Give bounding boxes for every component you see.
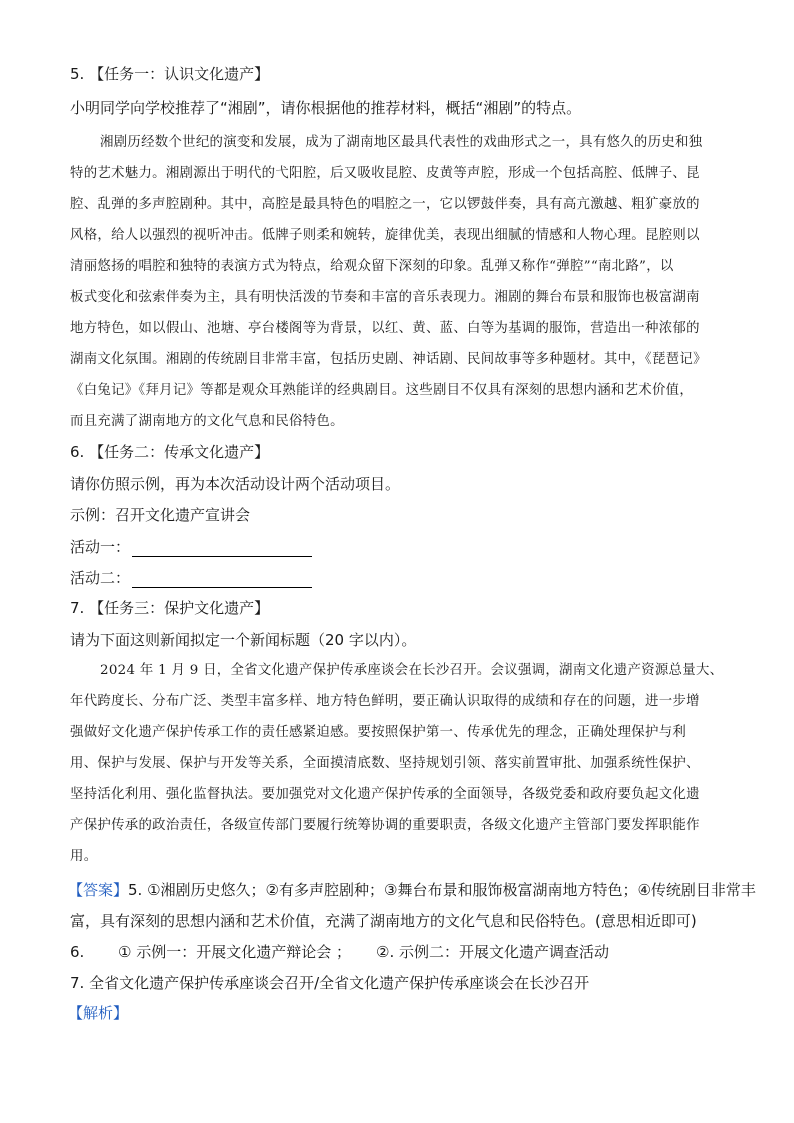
answer-q6 <box>70 942 609 962</box>
q5-passage-line: 特的艺术魅力。湘剧源出于明代的弋阳腔，后又吸收昆腔、皮黄等声腔，形成一个包括高腔、低牌子、昆 <box>70 166 700 181</box>
answer-label: 【答案】 <box>68 881 129 899</box>
q5-passage-line: 腔、乱弹的多声腔剧种。其中，高腔是最具特色的唱腔之一，它以锣鼓伴奏，具有高亢激越、粗犷豪放的 <box>70 197 700 212</box>
answer-q7: 7. 全省文化遗产保护传承座谈会召开/全省文化遗产保护传承座谈会在长沙召开 <box>70 974 590 992</box>
q5-passage-line: 湖南文化氛围。湘剧的传统剧目非常丰富，包括历史剧、神话剧、民间故事等多种题材。其中，《琵琶记》 <box>70 352 707 367</box>
answer-q6-example-2: ②. 示例二：开展文化遗产调查活动 <box>376 943 609 961</box>
q7-passage-line: 年代跨度长、分布广泛、类型丰富多样、地方特色鲜明，要正确认识取得的成绩和存在的问题，进一步增 <box>70 694 700 709</box>
q5-passage-line: 清丽悠扬的唱腔和独特的表演方式为特点，给观众留下深刻的印象。乱弹又称作“弹腔”“南北路”，以 <box>70 259 674 274</box>
q6-prompt: 请你仿照示例，再为本次活动设计两个活动项目。 <box>70 475 401 493</box>
q5-heading: 5. 【任务一：认识文化遗产】 <box>70 65 270 83</box>
q6-activity-1 <box>70 537 312 557</box>
activity-2-answer-blank[interactable] <box>132 572 312 588</box>
q6-heading: 6. 【任务二：传承文化遗产】 <box>70 443 270 461</box>
activity-2-label: 活动二： <box>70 569 131 587</box>
q7-passage-line: 强做好文化遗产保护传承工作的责任感紧迫感。要按照保护第一、传承优先的理念，正确处理保护与利 <box>70 725 687 740</box>
q5-passage-line: 《白兔记》《拜月记》等都是观众耳熟能详的经典剧目。这些剧目不仅具有深刻的思想内涵和艺术价值， <box>70 383 694 398</box>
q5-passage-line: 而且充满了湖南地方的文化气息和民俗特色。 <box>70 414 344 429</box>
q6-example: 示例：召开文化遗产宣讲会 <box>70 506 251 524</box>
q7-passage-line: 用、保护与发展、保护与开发等关系，全面摸清底数、坚持规划引领、落实前置审批、加强系统性保护、 <box>70 756 700 771</box>
answer-q6-number: 6. <box>70 943 85 961</box>
q6-activity-2 <box>70 568 312 588</box>
answer-q5-part1: 5. ①湘剧历史悠久；②有多声腔剧种；③舞台布景和服饰极富湖南地方特色；④传统剧目非常丰 <box>128 881 756 899</box>
activity-1-answer-blank[interactable] <box>132 541 312 557</box>
q7-passage-line: 坚持活化利用、强化监督执法。要加强党对文化遗产保护传承的全面领导，各级党委和政府要负起文化遗 <box>70 787 700 802</box>
q7-passage-line: 产保护传承的政治责任，各级宣传部门要履行统筹协调的重要职责，各级文化遗产主管部门要发挥职能作 <box>70 818 700 833</box>
answer-q6-example-1: ① 示例一：开展文化遗产辩论会 ； <box>118 943 351 961</box>
analysis-label: 【解析】 <box>68 1004 129 1022</box>
answer-q5-part2: 富，具有深刻的思想内涵和艺术价值，充满了湖南地方的文化气息和民俗特色。(意思相近即可) <box>70 912 697 930</box>
q5-passage-line: 板式变化和弦索伴奏为主，具有明快活泼的节奏和丰富的音乐表现力。湘剧的舞台布景和服饰也极富湖南 <box>70 290 700 305</box>
q5-prompt: 小明同学向学校推荐了“湘剧”，请你根据他的推荐材料，概括“湘剧”的特点。 <box>70 99 582 117</box>
answer-line-1 <box>68 880 756 900</box>
q5-passage-line: 风格，给人以强烈的视听冲击。低牌子则柔和婉转，旋律优美，表现出细腻的情感和人物心理。昆腔则以 <box>70 228 700 243</box>
q7-passage-line: 2024 年 1 月 9 日，全省文化遗产保护传承座谈会在长沙召开。会议强调，湖南文化遗产资源总量大、 <box>100 663 724 678</box>
q7-passage-line: 用。 <box>70 849 98 864</box>
q7-heading: 7. 【任务三：保护文化遗产】 <box>70 599 270 617</box>
q5-passage-line: 地方特色，如以假山、池塘、亭台楼阁等为背景，以红、黄、蓝、白等为基调的服饰，营造出一种浓郁的 <box>70 321 700 336</box>
q5-passage-line: 湘剧历经数个世纪的演变和发展，成为了湖南地区最具代表性的戏曲形式之一，具有悠久的历史和独 <box>100 135 703 150</box>
q7-prompt: 请为下面这则新闻拟定一个新闻标题（20 字以内）。 <box>70 631 417 649</box>
activity-1-label: 活动一： <box>70 538 131 556</box>
